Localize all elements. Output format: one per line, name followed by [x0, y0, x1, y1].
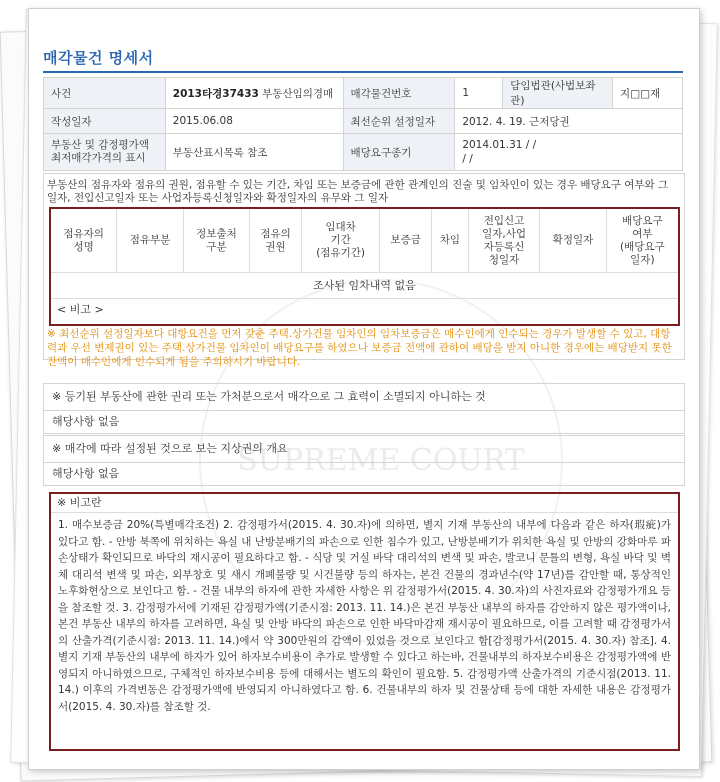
- title-underline: [43, 71, 683, 73]
- remarks-box: [49, 492, 680, 751]
- court-seal-watermark: SUPREME COURT: [199, 279, 563, 643]
- appraisal-row: [44, 134, 683, 171]
- superficies-header: ※ 매각에 따라 설정된 것으로 보는 지상권의 개요: [44, 436, 684, 463]
- dividend-value: 2014.01.31 / / / /: [455, 134, 683, 171]
- date-value: 2015.06.08: [165, 109, 343, 134]
- judge-name: 지□□재: [613, 78, 683, 109]
- lease-header-cell: 전입신고 일자,사업 자등록신 청일자: [468, 209, 539, 273]
- judge-label: 담임법관(사법보좌관): [503, 78, 613, 109]
- lease-header-cell: 점유자의 성명: [51, 209, 117, 273]
- dividend-label: 배당요구종기: [343, 134, 455, 171]
- page-title: 매각물건 명세서: [43, 49, 154, 67]
- case-number: 2013타경37433: [172, 87, 259, 100]
- date-label: 작성일자: [44, 109, 166, 134]
- case-info-table: [43, 77, 683, 171]
- case-row: [44, 78, 683, 109]
- rights-body: 해당사항 없음: [52, 415, 120, 428]
- document-sheet: [28, 8, 700, 770]
- appraisal-label: 부동산 및 감정평가액 최저매각가격의 표시: [44, 134, 166, 171]
- lease-header-cell: 차임: [431, 209, 468, 273]
- remarks-body: 1. 매수보증금 20%(특별매각조건) 2. 감정평가서(2015. 4. 30.자)에 의하면, 별지 기재 부동산의 내부에 다음과 같은 하자(瑕疵)가 있다고 함. - 안방 북쪽에 위치하는 욕실 내 난방분배기의 파손으로 인한 침수가 있고, 난방분배기가 위치한 욕실 및 안방의 강화마루 파손상태가 확인되므로 바닥의 재시공이 필요하다고 함. - 식당 및 거실 바닥 대리석의 변색 및 파손, 발코니 문틀의 변형, 욕실 바닥 및 벽체 대리석 변색 및 파손, 외부창호 및 새시 개폐불량 및 시건불량 등의 하자는, 본건 건물의 경과년수(약 17년)를 감안할 때, 통상적인 노후화현상으로 보인다고 함. - 건물 내부의 하자에 관한 자세한 사항은 위 감정평가서(2015. 4. 30.자)의 사진자료와 감정평가개요 등을 참조할 것. 3. 감정평가서에 기재된 감정평가액(기준시점: 2013. 11. 14.)은 본건 부동산 내부의 하자를 감안하지 않은 평가액이나, 본건 부동산 내부의 하자를 고려하면, 욕실 및 안방 바닥의 파손으로 인한 바닥마감재 재시공이 필요하므로, 이를 고려할 때 감정평가서의 산출가격(기준시점: 2013. 11. 14.)에서 약 300만원의 감액이 있었을 것으로 보인다고 함[감정평가서(2015. 4. 30.자) 참조]. 4. 별지 기재 부동산의 내부에 하자가 있어 하자보수비용이 추가로 발생할 수 있다고 하는바, 건물내부의 하자보수비용은 감정평가액에 반영되지 아니하였으므로, 구체적인 하자보수비용 등에 대해서는 별도의 확인이 필요함. 5. 감정평가액 산출가격의 기준시점(2013. 11. 14.) 이후의 가격변동은 감정평가액에 반영되지 아니하였다고 함. 6. 건물내부의 하자 및 건물상태 등에 대한 자세한 내용은 감정평가서(2015. 4. 30.자)를 참조할 것.: [58, 519, 671, 713]
- lease-header-cell: 배당요구 여부 (배당요구 일자): [606, 209, 678, 273]
- first-lien-label: 최선순위 설정일자: [343, 109, 455, 134]
- superficies-box: [43, 435, 685, 486]
- lease-header-cell: 점유부분: [117, 209, 183, 273]
- lease-header-cell: 정보출처 구분: [183, 209, 249, 273]
- date-row: [44, 109, 683, 134]
- case-type: 부동산임의경매: [262, 87, 334, 100]
- appraisal-value: 부동산표시목록 참조: [165, 134, 343, 171]
- warning-notice: ※ 최선순위 설정일자보다 대항요건을 먼저 갖춘 주택.상가건물 임차인의 임차보증금은 매수인에게 인수되는 경우가 발생할 수 있고, 대항력과 우선 변제권이 있는 주택.상가건물 임차인이 배당요구를 하였으나 보증금 전액에 관하여 배당을 받지 아니한 경우에는 배당받지 못한 잔액이 매수인에게 인수되게 됨을 주의하시기 바랍니다.: [47, 328, 672, 368]
- lease-header-cell: 보증금: [380, 209, 432, 273]
- case-value: [165, 78, 343, 109]
- lease-header-cell: 점유의 권원: [250, 209, 302, 273]
- property-no-label: 매각물건번호: [343, 78, 455, 109]
- first-lien-value: 2012. 4. 19. 근저당권: [455, 109, 683, 134]
- superficies-body: 해당사항 없음: [52, 467, 120, 480]
- remarks-header: ※ 비고란: [51, 494, 678, 513]
- lease-table: [51, 209, 678, 273]
- rights-box: [43, 383, 685, 434]
- rights-header: ※ 등기된 부동산에 관한 권리 또는 가처분으로서 매각으로 그 효력이 소멸되지 아니하는 것: [44, 384, 684, 411]
- lease-header-cell: 임대차 기간 (점유기간): [301, 209, 379, 273]
- case-label: 사건: [44, 78, 166, 109]
- lease-empty-message: 조사된 임차내역 없음: [51, 273, 678, 299]
- property-no-value: 1: [455, 78, 503, 109]
- occupancy-intro: 부동산의 점유자와 점유의 권원, 점유할 수 있는 기간, 차임 또는 보증금에 관한 관계인의 진술 및 임차인이 있는 경우 배당요구 여부와 그 일자, 전입신고일자 또는 사업자등록신청일자와 확정일자의 유무와 그 일자: [47, 179, 669, 204]
- lease-header-row: [51, 209, 678, 273]
- lease-header-cell: 확정일자: [540, 209, 606, 273]
- lease-remark-label: < 비고 >: [57, 303, 104, 316]
- lease-table-box: [49, 207, 680, 326]
